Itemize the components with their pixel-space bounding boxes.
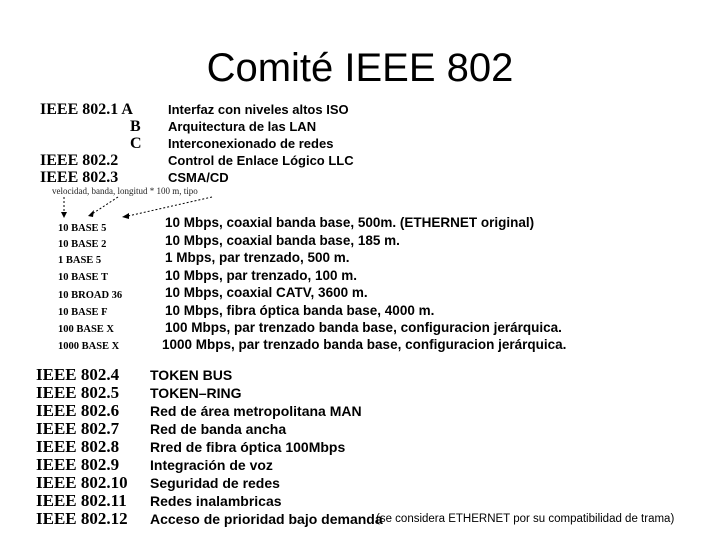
standard-label: IEEE 802.8 (36, 437, 120, 456)
variant-description: 10 Mbps, coaxial banda base, 185 m. (165, 233, 400, 248)
variant-name: 10 BROAD 36 (58, 290, 123, 301)
variant-description: 10 Mbps, coaxial banda base, 500m. (ETHERNET original) (165, 215, 535, 230)
variant-name: 10 BASE 5 (58, 223, 107, 234)
standard-description: Rred de fibra óptica 100Mbps (150, 439, 346, 455)
standard-description: CSMA/CD (168, 170, 229, 185)
naming-annotation: velocidad, banda, longitud * 100 m, tipo (52, 186, 198, 196)
variant-name: 1000 BASE X (58, 341, 120, 352)
standard-label: IEEE 802.10 (36, 473, 128, 492)
standard-label: IEEE 802.3 (40, 169, 119, 186)
standard-label: IEEE 802.6 (36, 401, 120, 420)
standard-label: IEEE 802.9 (36, 455, 120, 474)
standard-label: C (130, 135, 142, 152)
standard-description: Interfaz con niveles altos ISO (168, 102, 349, 117)
standard-label: B (130, 118, 141, 135)
variant-description: 1 Mbps, par trenzado, 500 m. (165, 250, 350, 265)
standard-description: Arquitectura de las LAN (168, 119, 317, 134)
standard-label: IEEE 802.11 (36, 491, 127, 510)
standard-label: IEEE 802.1 A (40, 101, 133, 118)
standard-label: IEEE 802.5 (36, 383, 120, 402)
standard-label: IEEE 802.12 (36, 509, 128, 528)
standard-description: TOKEN BUS (150, 367, 233, 383)
variant-description: 1000 Mbps, par trenzado banda base, configuracion jerárquica. (162, 337, 567, 352)
variant-name: 100 BASE X (58, 324, 115, 335)
standard-label: IEEE 802.4 (36, 365, 120, 384)
variant-description: 10 Mbps, coaxial CATV, 3600 m. (165, 285, 368, 300)
standard-label: IEEE 802.7 (36, 419, 120, 438)
standard-description: Red de área metropolitana MAN (150, 403, 362, 419)
variant-description: 10 Mbps, par trenzado, 100 m. (165, 268, 358, 283)
variant-name: 1 BASE 5 (58, 255, 102, 266)
standard-description: Acceso de prioridad bajo demanda (150, 511, 383, 527)
standard-description: Control de Enlace Lógico LLC (168, 153, 354, 168)
variant-description: 10 Mbps, fibra óptica banda base, 4000 m. (165, 303, 435, 318)
variant-name: 10 BASE 2 (58, 239, 107, 250)
standard-description: Redes inalambricas (150, 493, 282, 509)
standard-description: TOKEN–RING (150, 385, 242, 401)
standard-description: Integración de voz (150, 457, 273, 473)
slide-title: Comité IEEE 802 (206, 46, 514, 90)
variant-description: 100 Mbps, par trenzado banda base, configuracion jerárquica. (165, 320, 562, 335)
standard-description: Interconexionado de redes (168, 136, 334, 151)
variant-name: 10 BASE F (58, 307, 108, 318)
standard-description: Seguridad de redes (150, 475, 280, 491)
compatibility-footnote: (se considera ETHERNET por su compatibilidad de trama) (376, 513, 675, 525)
variant-name: 10 BASE T (58, 272, 108, 283)
standard-description: Red de banda ancha (150, 421, 287, 437)
standard-label: IEEE 802.2 (40, 152, 119, 169)
